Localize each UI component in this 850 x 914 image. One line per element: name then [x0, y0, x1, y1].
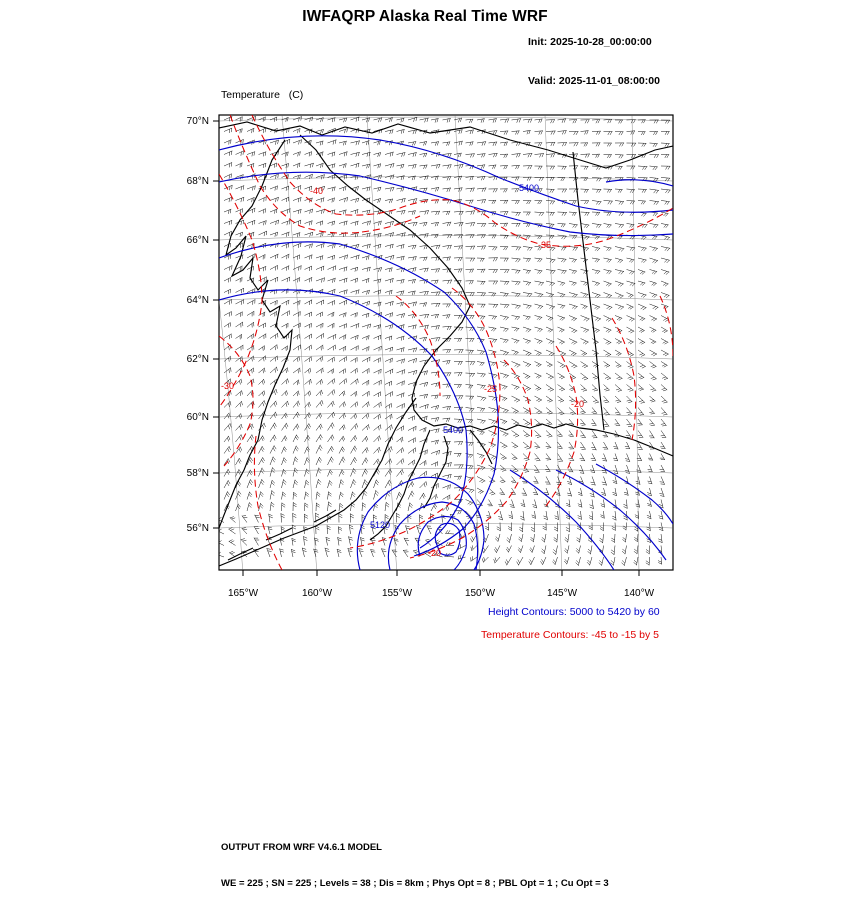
y-tick-label: 62°N	[186, 354, 209, 365]
temperature-label: -20	[428, 548, 442, 558]
height-label: 5400	[519, 183, 540, 193]
units-temperature: Temperature (C)	[221, 89, 304, 101]
x-tick-label: 145°W	[546, 588, 578, 599]
footer-line-1: OUTPUT FROM WRF V4.6.1 MODEL	[221, 842, 382, 853]
y-tick-label: 66°N	[186, 235, 209, 246]
y-tick-label: 60°N	[186, 412, 209, 423]
valid-time: Valid: 2025-11-01_08:00:00	[528, 75, 660, 87]
temperature-label: -35	[538, 240, 552, 250]
model-output-footer	[221, 818, 609, 914]
y-tick-label: 68°N	[186, 176, 209, 187]
page-title: IWFAQRP Alaska Real Time WRF	[302, 8, 548, 25]
init-time: Init: 2025-10-28_00:00:00	[528, 36, 652, 48]
x-tick-label: 150°W	[464, 588, 496, 599]
temperature-label: -20	[571, 399, 585, 409]
x-tick-label: 160°W	[301, 588, 333, 599]
y-tick-label: 64°N	[186, 295, 209, 306]
legend-height-contours: Height Contours: 5000 to 5420 by 60	[488, 606, 660, 618]
plot-frame	[219, 115, 673, 570]
temperature-label: -30	[221, 381, 235, 391]
x-tick-label: 155°W	[381, 588, 413, 599]
footer-line-2: WE = 225 ; SN = 225 ; Levels = 38 ; Dis = 8km ; Phys Opt = 8 ; PBL Opt = 1 ; Cu Opt = 3	[221, 878, 609, 889]
temperature-label: -40	[310, 186, 324, 196]
height-label: 5120	[370, 520, 391, 530]
x-tick-label: 165°W	[227, 588, 259, 599]
y-tick-label: 58°N	[186, 468, 209, 479]
temperature-label: -25	[484, 384, 498, 394]
y-tick-label: 56°N	[186, 523, 209, 534]
x-tick-label: 140°W	[623, 588, 655, 599]
y-tick-label: 70°N	[186, 116, 209, 127]
legend-temperature-contours: Temperature Contours: -45 to -15 by 5	[481, 629, 660, 641]
height-label: 5400	[443, 425, 464, 435]
